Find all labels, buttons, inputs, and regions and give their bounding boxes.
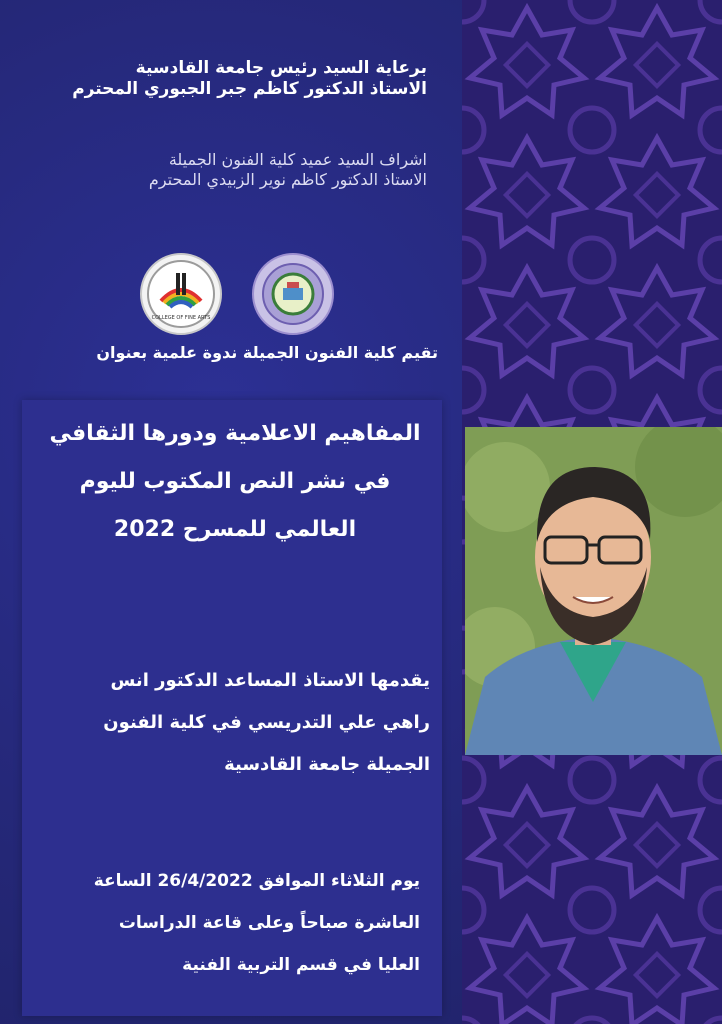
- presenter-line-2: راهي علي التدريسي في كلية الفنون: [103, 712, 430, 733]
- schedule-line-1: يوم الثلاثاء الموافق 26/4/2022 الساعة: [93, 871, 420, 891]
- university-seal-icon: [261, 262, 325, 326]
- portrait-icon: [465, 427, 722, 755]
- supervision-line-1: اشراف السيد عميد كلية الفنون الجميلة: [168, 150, 427, 169]
- intro-text: تقيم كلية الفنون الجميلة ندوة علمية بعنوان: [96, 343, 438, 362]
- schedule-line-3: العليا في قسم التربية الفنية: [182, 955, 420, 975]
- presenter-line-3: الجميلة جامعة القادسية: [224, 754, 430, 775]
- schedule-text: [30, 860, 420, 986]
- presenter-line-1: يقدمها الاستاذ المساعد الدكتور انس: [110, 670, 430, 691]
- supervision-text: [27, 150, 427, 190]
- sponsor-line-1: برعاية السيد رئيس جامعة القادسية: [135, 58, 427, 78]
- schedule-line-2: العاشرة صباحاً وعلى قاعة الدراسات: [118, 913, 420, 933]
- university-logo: [252, 253, 334, 335]
- sponsor-text: [27, 58, 427, 101]
- college-logo: [140, 253, 222, 335]
- sponsor-line-2: الاستاذ الدكتور كاظم جبر الجبوري المحترم: [72, 79, 427, 100]
- title-line-3: العالمي للمسرح 2022: [113, 517, 357, 542]
- presenter-photo: [465, 427, 722, 755]
- college-emblem-icon: [146, 259, 216, 329]
- seminar-title: [30, 410, 440, 554]
- title-line-1: المفاهيم الاعلامية ودورها الثقافي: [49, 421, 421, 446]
- svg-text:COLLEGE OF FINE ARTS: COLLEGE OF FINE ARTS: [151, 315, 211, 321]
- title-line-2: في نشر النص المكتوب لليوم: [79, 469, 391, 494]
- presenter-text: [30, 660, 430, 786]
- supervision-line-2: الاستاذ الدكتور كاظم نوير الزبيدي المحترم: [148, 170, 427, 189]
